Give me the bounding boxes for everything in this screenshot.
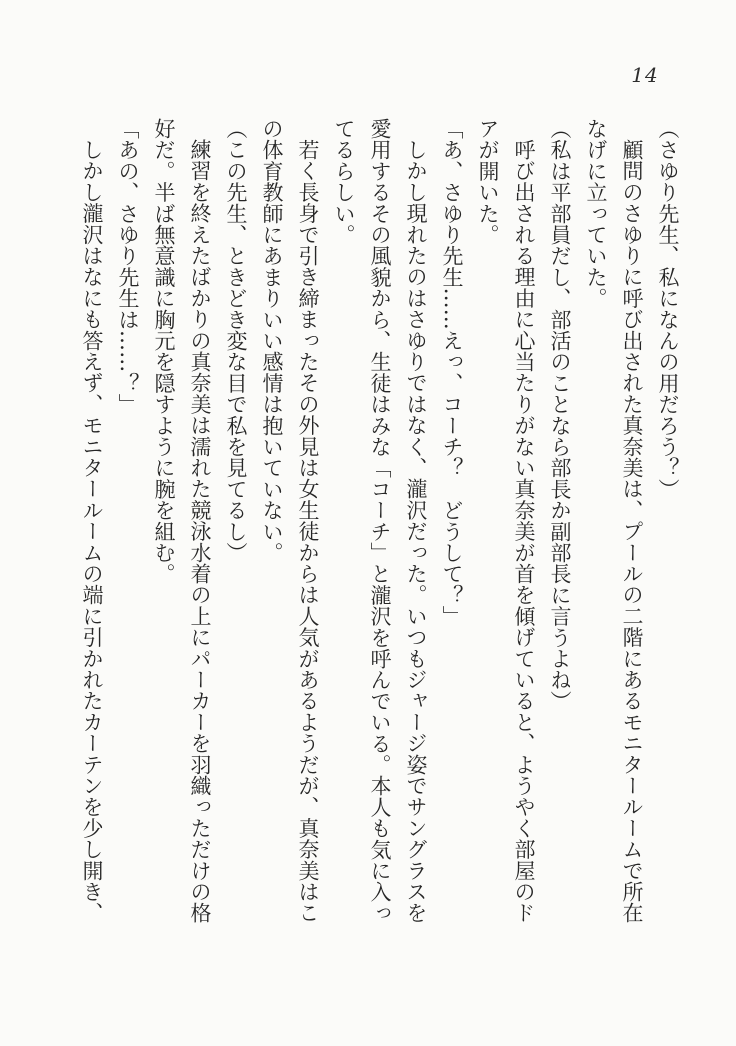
page-text-block <box>74 118 686 926</box>
text-line: （私は平部員だし、部活のことなら部長か副部長に言うよね） <box>548 118 572 712</box>
text-line: 呼び出される理由に心当たりがない真奈美が首を傾げていると、ようやく部屋のド <box>512 139 536 924</box>
text-line: なげに立っていた。 <box>584 118 608 309</box>
text-line: 「あの、さゆり先生は……？」 <box>116 118 140 415</box>
text-line: 練習を終えたばかりの真奈美は濡れた競泳水着の上にパーカーを羽織っただけの格 <box>188 139 212 924</box>
text-line: 顧問のさゆりに呼び出された真奈美は、プールの二階にあるモニタールームで所在 <box>620 139 644 924</box>
text-line: アが開いた。 <box>476 118 500 246</box>
text-line: しかし瀧沢はなにも答えず、モニタールームの端に引かれたカーテンを少し開き、 <box>80 139 104 924</box>
text-line: （この先生、ときどき変な目で私を見てるし） <box>224 118 248 564</box>
text-line: しかし現れたのはさゆりではなく、瀧沢だった。いつもジャージ姿でサングラスを <box>404 139 428 924</box>
text-line: （さゆり先生、私になんの用だろう？） <box>656 118 680 500</box>
text-line: 好だ。半ば無意識に胸元を隠すように腕を組む。 <box>152 118 176 585</box>
text-line: 若く長身で引き締まったその外見は女生徒からは人気があるようだが、真奈美はこ <box>296 139 320 924</box>
text-line: 愛用するその風貌から、生徒はみな「コーチ」と瀧沢を呼んでいる。本人も気に入っ <box>368 118 392 924</box>
text-line: の体育教師にあまりいい感情は抱いていない。 <box>260 118 284 564</box>
text-line: 「あ、さゆり先生……えっ、コーチ？ どうして？」 <box>440 118 464 627</box>
text-line: てるらしい。 <box>332 118 356 246</box>
page-number: 14 <box>631 63 659 87</box>
